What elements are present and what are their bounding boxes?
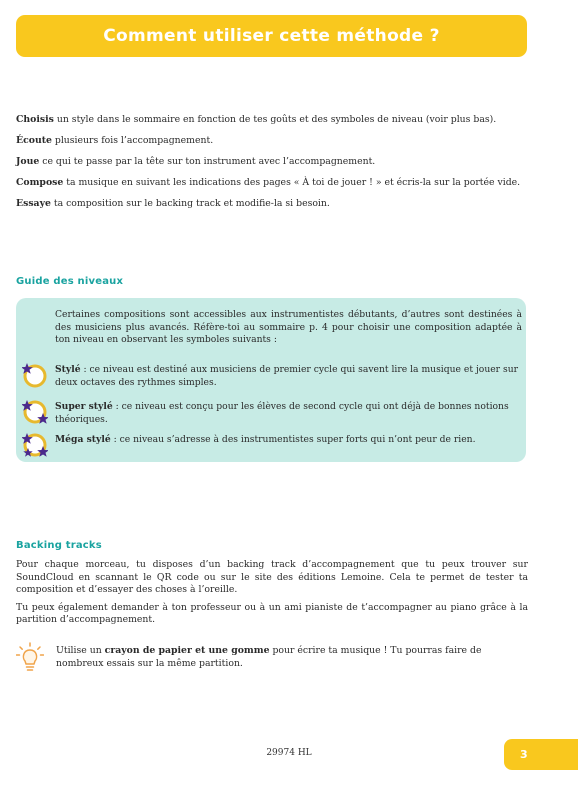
intro-keyword: Joue	[16, 156, 40, 167]
intro-text: un style dans le sommaire en fonction de tes goûts et des symboles de niveau (voir plus bas).	[53, 114, 497, 125]
level-text: : ce niveau est conçu pour les élèves de second cycle qui ont déjà de bonnes notions théoriques.	[55, 401, 509, 425]
level-item-mega-style	[22, 434, 522, 460]
levels-intro: Certaines compositions sont accessibles aux instrumentistes débutants, d’autres sont destinées à des musiciens plus avancés. Réfère-toi au sommaire p. 4 pour choisir une composition adaptée à ton niveau en observant les symboles suivants :	[55, 309, 522, 345]
level-description	[55, 434, 520, 447]
tip-text-after: pour écrire ta musique ! Tu pourras faire de nombreux essais sur la même partition.	[56, 645, 482, 669]
level-text: : ce niveau est destiné aux musiciens de premier cycle qui savent lire la musique et jouer sur deux octaves des rythmes simples.	[55, 364, 519, 388]
footer-reference: 29974 HL	[266, 748, 312, 758]
level-name: Stylé	[55, 364, 81, 375]
intro-line	[16, 155, 528, 168]
intro-keyword: Écoute	[16, 135, 52, 146]
levels-box	[16, 298, 526, 462]
tip-text-bold: crayon de papier et une gomme	[104, 645, 270, 656]
level-name: Super stylé	[55, 401, 113, 412]
tip-text	[56, 645, 528, 670]
tip-text-before: Utilise un	[56, 645, 105, 656]
intro-line	[16, 176, 528, 189]
tip-box	[16, 642, 528, 676]
intro-keyword: Choisis	[16, 114, 54, 125]
levels-heading: Guide des niveaux	[16, 276, 124, 287]
level-item-super-style	[22, 401, 522, 427]
intro-keyword: Compose	[16, 177, 64, 188]
level-item-style	[22, 364, 522, 390]
backing-section	[16, 559, 528, 632]
level-description	[55, 364, 520, 389]
intro-text: ta composition sur le backing track et modifie-la si besoin.	[50, 198, 330, 209]
intro-line	[16, 113, 528, 126]
intro-text: ta musique en suivant les indications des pages « À toi de jouer ! » et écris-la sur la portée vide.	[63, 177, 521, 188]
star-badge-1-icon	[22, 362, 48, 388]
intro-keyword: Essaye	[16, 198, 51, 209]
level-description	[55, 401, 520, 426]
backing-heading: Backing tracks	[16, 540, 102, 551]
title-banner	[16, 15, 527, 57]
page-title: Comment utiliser cette méthode ?	[103, 26, 440, 46]
intro-line	[16, 134, 528, 147]
intro-instructions	[16, 113, 528, 218]
star-badge-2-icon	[22, 399, 48, 425]
backing-paragraph: Pour chaque morceau, tu disposes d’un backing track d’accompagnement que tu peux trouver sur SoundCloud en scannant le QR code ou sur le site des éditions Lemoine. Cela te permet de tester ta composition et d’essayer des choses à l’oreille.	[16, 559, 528, 595]
intro-text: plusieurs fois l’accompagnement.	[51, 135, 214, 146]
star-badge-3-icon	[22, 432, 48, 458]
level-text: : ce niveau s’adresse à des instrumentistes super forts qui n’ont peur de rien.	[110, 434, 476, 445]
page-number: 3	[504, 739, 578, 770]
lightbulb-icon	[16, 642, 44, 674]
intro-text: ce qui te passe par la tête sur ton instrument avec l’accompagnement.	[39, 156, 376, 167]
intro-line	[16, 197, 528, 210]
level-name: Méga stylé	[55, 434, 111, 445]
backing-paragraph: Tu peux également demander à ton professeur ou à un ami pianiste de t’accompagner au piano grâce à la partition d’accompagnement.	[16, 601, 528, 625]
